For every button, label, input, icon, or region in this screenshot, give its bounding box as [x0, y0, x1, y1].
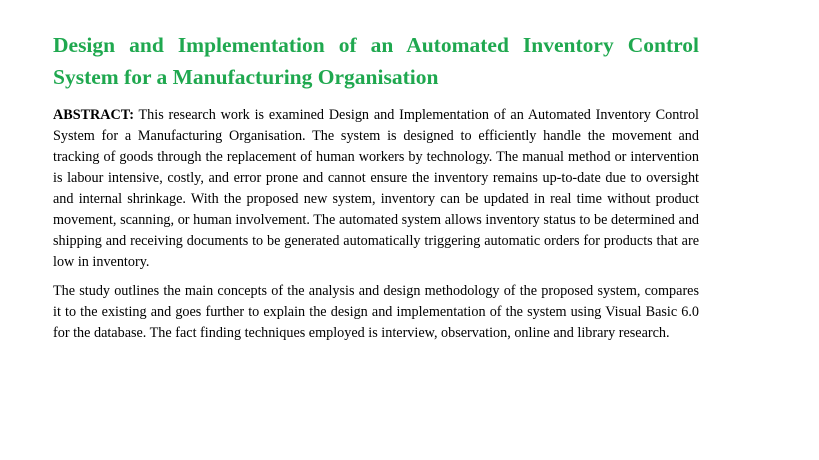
study-paragraph: The study outlines the main concepts of the analysis and design methodology of the proposed system, compares it to the existing and goes further to explain the design and implementation of the system using Visual Basic 6.0 for the database. The fact finding techniques employed is interview, observation, online and library research.	[53, 283, 699, 341]
document-title: Design and Implementation of an Automated Inventory Control System for a Manufacturing Organisation	[53, 33, 699, 89]
abstract-paragraph	[53, 105, 699, 273]
document-page	[53, 29, 699, 352]
abstract-label: ABSTRACT:	[53, 107, 134, 123]
abstract-text: This research work is examined Design and Implementation of an Automated Inventory Control System for a Manufacturing Organisation. The system is designed to efficiently handle the movement and tracking of goods through the replacement of human workers by technology. The manual method or intervention is labour intensive, costly, and error prone and cannot ensure the inventory remains up-to-date due to oversight and internal shrinkage. With the proposed new system, inventory can be updated in real time without product movement, scanning, or human involvement. The automated system allows inventory status to be determined and shipping and receiving documents to be generated automatically triggering automatic orders for products that are low in inventory.	[53, 107, 699, 270]
